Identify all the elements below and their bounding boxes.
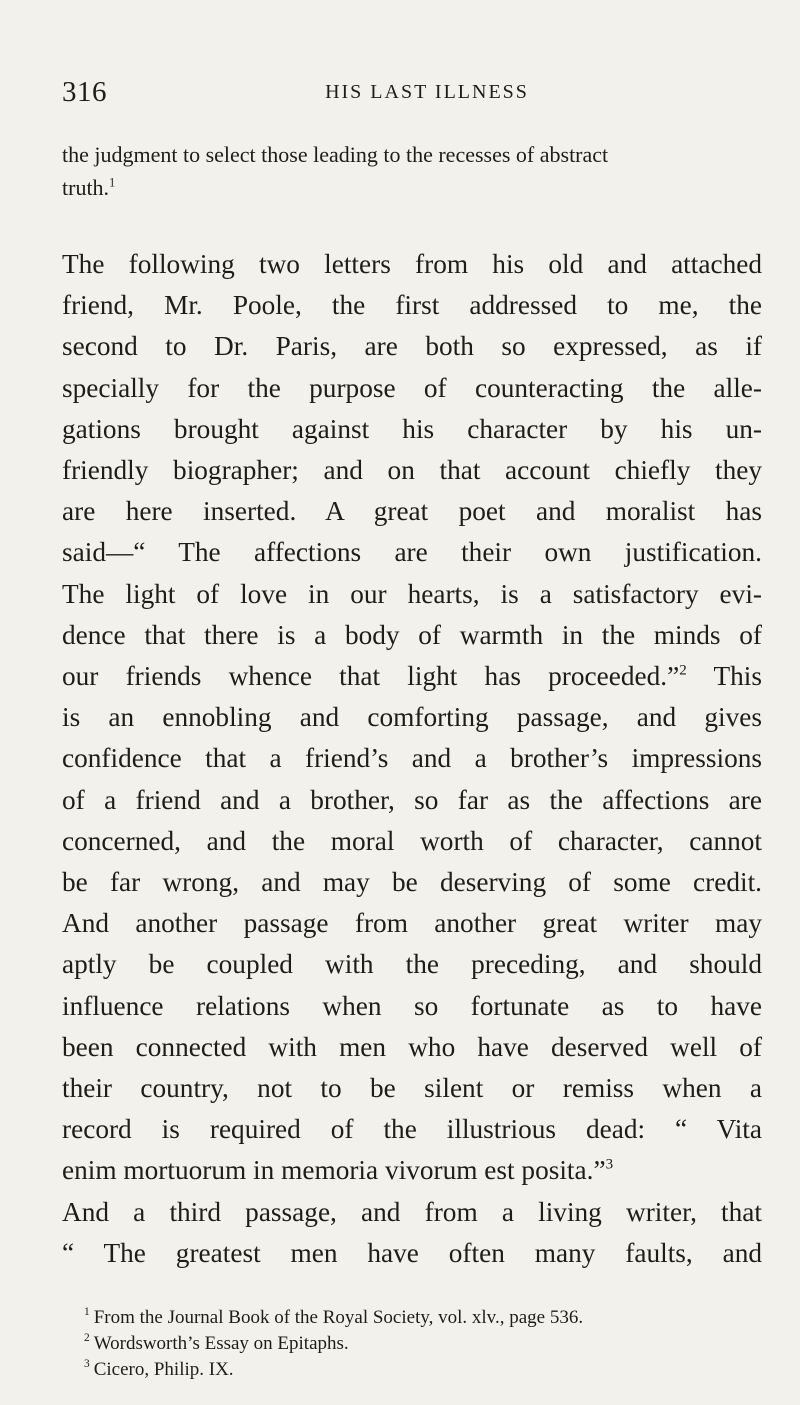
paragraph-line: aptly be coupled with the preceding, and should [62, 949, 762, 980]
paragraph-line: of a friend and a brother, so far as the affections are [62, 784, 762, 815]
paragraph-line: record is required of the illustrious dead: “ Vita [62, 1114, 762, 1145]
footnote-3 [62, 1357, 762, 1383]
paragraph-line: be far wrong, and may be deserving of some credit. [62, 867, 762, 898]
paragraph-line: concerned, and the moral worth of character, cannot [62, 825, 762, 856]
paragraph-line: confidence that a friend’s and a brother’s impressions [62, 743, 762, 774]
footnote-1 [62, 1305, 762, 1331]
paragraph-line: been connected with men who have deserved well of [62, 1031, 762, 1062]
paragraph-line-tail: This [686, 661, 762, 692]
paragraph-line: “ The greatest men have often many faults, and [62, 1237, 762, 1268]
continuation-line-2: truth. [62, 175, 110, 200]
paragraph-line: And a third passage, and from a living writer, that [62, 1196, 762, 1227]
paragraph-line: specially for the purpose of counteracting the alle- [62, 372, 762, 403]
footnote-2 [62, 1331, 762, 1357]
paragraph-line: said—“ The affections are their own justification. [62, 537, 762, 568]
paragraph-line: influence relations when so fortunate as to have [62, 990, 762, 1021]
footnote-ref-2: 2 [679, 662, 687, 679]
footnote-mark: 2 [84, 1332, 90, 1345]
continuation-line-1: the judgment to select those leading to the recesses of abstract [62, 142, 609, 167]
paragraph-line: second to Dr. Paris, are both so expressed, as if [62, 331, 762, 362]
paragraph-line: dence that there is a body of warmth in the minds of [62, 619, 762, 650]
paragraph-line: friend, Mr. Poole, the first addressed to me, the [62, 290, 762, 321]
footnote-text: Wordsworth’s Essay on Epitaphs. [93, 1333, 349, 1354]
paragraph-line: their country, not to be silent or remiss when a [62, 1073, 762, 1104]
paragraph-line-with-ref [62, 1150, 762, 1191]
page-number: 316 [62, 76, 107, 108]
footnote-mark: 1 [84, 1306, 90, 1319]
paragraph-line: gations brought against his character by his un- [62, 413, 762, 444]
paragraph-line-text: enim mortuorum in memoria vivorum est posita.” [62, 1155, 606, 1186]
paragraph-line: are here inserted. A great poet and moralist has [62, 496, 762, 527]
running-head [62, 76, 762, 116]
footnote-text: Cicero, Philip. IX. [93, 1359, 234, 1380]
main-paragraph [62, 244, 762, 1274]
paragraph-line: And another passage from another great writer may [62, 908, 762, 939]
footnote-mark: 3 [84, 1358, 90, 1371]
paragraph-line-with-ref [62, 656, 762, 697]
running-head-title: HIS LAST ILLNESS [325, 81, 529, 103]
footnote-text: From the Journal Book of the Royal Society, vol. xlv., page 536. [93, 1307, 584, 1328]
footnote-ref-1: 1 [109, 175, 116, 190]
paragraph-line-text: our friends whence that light has proceeded.” [62, 661, 680, 692]
continuation-paragraph [62, 138, 762, 204]
footnotes [62, 1305, 762, 1383]
paragraph-line: is an ennobling and comforting passage, and gives [62, 702, 762, 733]
paragraph-line: The light of love in our hearts, is a satisfactory evi- [62, 578, 762, 609]
paragraph-line: The following two letters from his old and attached [62, 249, 762, 279]
paragraph-line: friendly biographer; and on that account chiefly they [62, 455, 762, 486]
footnote-ref-3: 3 [605, 1156, 614, 1173]
